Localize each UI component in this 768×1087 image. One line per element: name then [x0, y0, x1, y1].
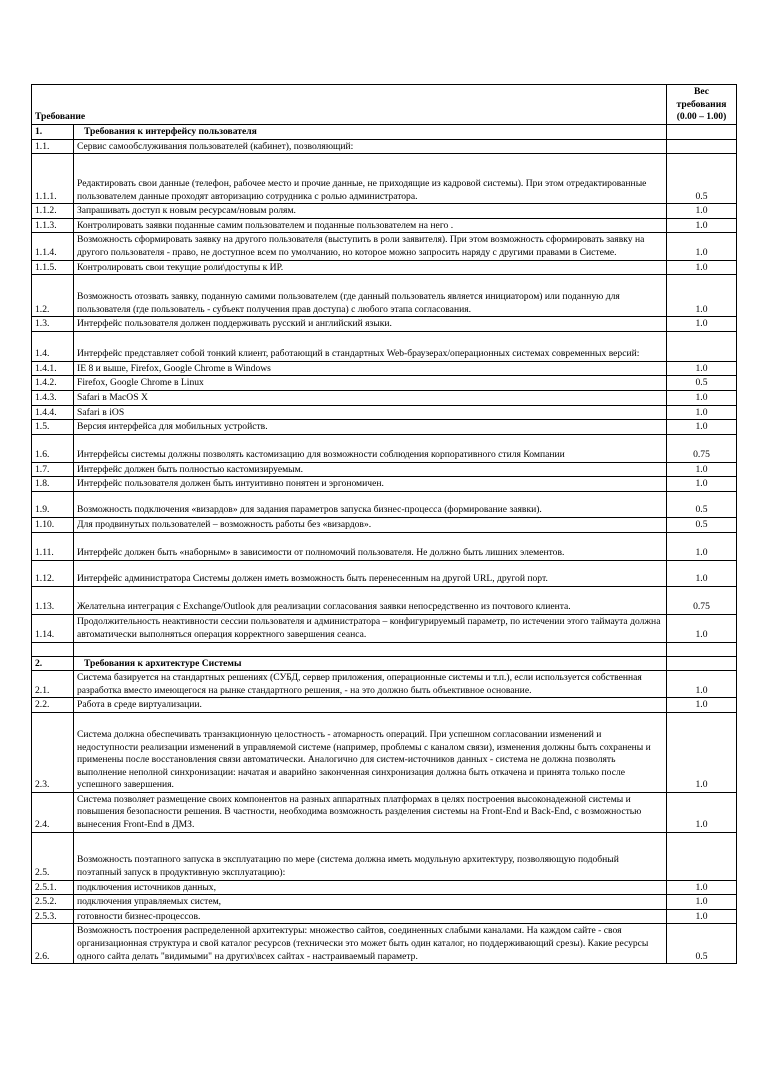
- requirements-table: [31, 84, 737, 964]
- requirement-weight: 1.0: [667, 405, 737, 420]
- requirement-number: 1.1.1.: [32, 154, 74, 204]
- requirement-text: Интерфейс администратора Системы должен иметь возможность быть перенесенным на другой URL, другой порт.: [74, 560, 667, 586]
- table-row: [32, 532, 737, 560]
- requirement-text: Контролировать заявки поданные самим пользователем и поданные пользователем на него .: [74, 218, 667, 233]
- requirement-text: [74, 642, 667, 656]
- requirement-weight: 1.0: [667, 218, 737, 233]
- table-header-row: [32, 85, 737, 125]
- requirement-weight: [667, 832, 737, 880]
- requirement-weight: 1.0: [667, 880, 737, 895]
- requirement-text: Интерфейс должен быть «наборным» в зависимости от полномочий пользователя. Не должно быть лишних элементов.: [74, 532, 667, 560]
- table-row: [32, 880, 737, 895]
- requirement-weight: [667, 125, 737, 140]
- table-row: [32, 218, 737, 233]
- requirement-number: 1.1.: [32, 139, 74, 154]
- requirement-number: 2.2.: [32, 698, 74, 713]
- table-row: [32, 233, 737, 260]
- requirement-weight: [667, 656, 737, 671]
- requirement-weight: 1.0: [667, 614, 737, 642]
- requirement-weight: 1.0: [667, 361, 737, 376]
- weight-column-header: Вес требования (0.00 – 1.00): [667, 85, 737, 125]
- requirement-text: Требования к интерфейсу пользователя: [74, 125, 667, 140]
- requirement-number: 1.1.3.: [32, 218, 74, 233]
- requirement-text: Интерфейс должен быть полностью кастомизируемым.: [74, 462, 667, 477]
- requirement-weight: 0.75: [667, 434, 737, 462]
- requirement-weight: 0.5: [667, 924, 737, 964]
- table-row: [32, 376, 737, 391]
- table-row: [32, 895, 737, 910]
- requirement-weight: 1.0: [667, 560, 737, 586]
- table-row: [32, 614, 737, 642]
- requirement-weight: 1.0: [667, 233, 737, 260]
- requirement-number: 1.12.: [32, 560, 74, 586]
- requirement-number: 2.1.: [32, 671, 74, 698]
- table-row: [32, 361, 737, 376]
- requirement-weight: 1.0: [667, 317, 737, 332]
- table-row: [32, 275, 737, 317]
- requirement-text: Работа в среде виртуализации.: [74, 698, 667, 713]
- requirement-number: 1.13.: [32, 586, 74, 614]
- requirement-number: 2.5.3.: [32, 909, 74, 924]
- requirement-number: 2.5.1.: [32, 880, 74, 895]
- requirement-text: Возможность подключения «визардов» для задания параметров запуска бизнес-процесса (формирование заявки).: [74, 491, 667, 517]
- spacer-row: [32, 642, 737, 656]
- requirement-text: Продолжительность неактивности сессии пользователя и администратора – конфигурируемый параметр, по истечении этого таймаута должна автоматически выполняться операция корректного завершения сеанса.: [74, 614, 667, 642]
- requirement-number: 1.1.5.: [32, 260, 74, 275]
- table-row: [32, 586, 737, 614]
- table-row: [32, 331, 737, 361]
- requirement-number: 2.4.: [32, 792, 74, 832]
- requirement-number: 1.7.: [32, 462, 74, 477]
- section-row: [32, 656, 737, 671]
- requirement-number: 1.5.: [32, 420, 74, 435]
- table-row: [32, 560, 737, 586]
- requirement-text: Firefox, Google Chrome в Linux: [74, 376, 667, 391]
- requirement-weight: 0.5: [667, 376, 737, 391]
- requirement-text: Интерфейс пользователя должен поддерживать русский и английский языки.: [74, 317, 667, 332]
- requirement-weight: 0.75: [667, 586, 737, 614]
- requirement-weight: 0.5: [667, 517, 737, 532]
- requirement-text: подключения управляемых систем,: [74, 895, 667, 910]
- table-row: [32, 924, 737, 964]
- table-row: [32, 139, 737, 154]
- requirement-weight: 1.0: [667, 792, 737, 832]
- requirement-text: Safari в iOS: [74, 405, 667, 420]
- table-row: [32, 671, 737, 698]
- requirement-text: готовности бизнес-процессов.: [74, 909, 667, 924]
- table-row: [32, 260, 737, 275]
- requirement-number: 2.6.: [32, 924, 74, 964]
- requirement-text: Возможность поэтапного запуска в эксплуатацию по мере (система должна иметь модульную архитектуру, позволяющую подобный поэтапный запуск в продуктивную эксплуатацию):: [74, 832, 667, 880]
- requirement-text: Возможность построения распределенной архитектуры: множество сайтов, соединенных слабыми каналами. На каждом сайте - своя организационная структура и свой каталог ресурсов (технически это может быть один каталог, но поддерживающий срезы). Какие ресурсы одного сайта делать "видимыми" на других\всех сайтах - настраиваемый параметр.: [74, 924, 667, 964]
- table-row: [32, 462, 737, 477]
- requirement-text: Запрашивать доступ к новым ресурсам/новым ролям.: [74, 204, 667, 219]
- requirement-text: Контролировать свои текущие роли\доступы к ИР.: [74, 260, 667, 275]
- requirement-text: Редактировать свои данные (телефон, рабочее место и прочие данные, не приходящие из кадровой системы). При этом отредактированные пользователем данные проходят авторизацию сотрудника с ролью администратора.: [74, 154, 667, 204]
- requirement-number: 1.: [32, 125, 74, 140]
- requirement-number: 1.6.: [32, 434, 74, 462]
- requirement-weight: [667, 642, 737, 656]
- requirement-number: 1.9.: [32, 491, 74, 517]
- table-row: [32, 204, 737, 219]
- requirement-text: Версия интерфейса для мобильных устройств.: [74, 420, 667, 435]
- requirement-weight: 1.0: [667, 532, 737, 560]
- requirement-number: 1.4.1.: [32, 361, 74, 376]
- requirement-text: Интерфейс пользователя должен быть интуитивно понятен и эргономичен.: [74, 477, 667, 492]
- requirement-number: 1.14.: [32, 614, 74, 642]
- table-row: [32, 405, 737, 420]
- requirement-number: 2.5.2.: [32, 895, 74, 910]
- requirement-text: Система должна обеспечивать транзакционную целостность - атомарность операций. При успешном согласовании изменений и недоступности реализации изменений в управляемой системе (например, проблемы с каналом связи), изменения должны быть сохранены и применены после восстановления связи автоматически. Аналогично для систем-источников данных - система не должна позволять выполнение неполной синхронизации: начатая и аварийно законченная синхронизация должна быть откачена и принята только после успешного завершения.: [74, 712, 667, 792]
- table-row: [32, 909, 737, 924]
- requirement-weight: 1.0: [667, 204, 737, 219]
- requirement-number: 1.1.2.: [32, 204, 74, 219]
- table-row: [32, 491, 737, 517]
- requirement-text: Для продвинутых пользователей – возможность работы без «визардов».: [74, 517, 667, 532]
- table-row: [32, 420, 737, 435]
- requirement-text: подключения источников данных,: [74, 880, 667, 895]
- section-row: [32, 125, 737, 140]
- requirement-weight: 1.0: [667, 909, 737, 924]
- requirement-text: Возможность сформировать заявку на другого пользователя (выступить в роли заявителя). При этом возможность сформировать заявку на другого пользователя - право, не доступное всем по умолчанию, но которое можно запросить наряду с другими правами в Системе.: [74, 233, 667, 260]
- requirement-number: [32, 642, 74, 656]
- requirement-number: 1.4.3.: [32, 390, 74, 405]
- requirement-number: 1.8.: [32, 477, 74, 492]
- requirement-column-header: Требование: [32, 85, 667, 125]
- requirement-weight: 1.0: [667, 895, 737, 910]
- requirement-text: Сервис самообслуживания пользователей (кабинет), позволяющий:: [74, 139, 667, 154]
- requirement-number: 1.1.4.: [32, 233, 74, 260]
- requirement-number: 1.10.: [32, 517, 74, 532]
- requirement-text: Интерфейс представляет собой тонкий клиент, работающий в стандартных Web-браузерах/операционных системах современных версий:: [74, 331, 667, 361]
- requirement-number: 1.4.: [32, 331, 74, 361]
- requirement-number: 1.4.2.: [32, 376, 74, 391]
- requirement-weight: 1.0: [667, 260, 737, 275]
- table-row: [32, 390, 737, 405]
- requirement-text: Возможность отозвать заявку, поданную самими пользователем (где данный пользователь является инициатором) или поданную для пользователя (где пользователь - субъект получения прав доступа) с любого этапа согласования.: [74, 275, 667, 317]
- requirement-weight: 1.0: [667, 712, 737, 792]
- requirement-weight: 1.0: [667, 420, 737, 435]
- requirement-text: Система позволяет размещение своих компонентов на разных аппаратных платформах в целях построения высоконадежной системы и повышения безопасности решения. В частности, необходима возможность разделения системы на Front-End и Back-End, с возможностью вынесения Front-End в ДМЗ.: [74, 792, 667, 832]
- table-row: [32, 698, 737, 713]
- table-row: [32, 517, 737, 532]
- requirement-weight: 1.0: [667, 275, 737, 317]
- requirement-weight: [667, 139, 737, 154]
- requirement-text: Safari в MacOS X: [74, 390, 667, 405]
- table-row: [32, 477, 737, 492]
- table-row: [32, 317, 737, 332]
- requirement-weight: [667, 331, 737, 361]
- requirement-text: Желательна интеграция с Exchange/Outlook для реализации согласования заявки непосредственно из почтового клиента.: [74, 586, 667, 614]
- requirements-document: [31, 84, 736, 964]
- requirement-weight: 0.5: [667, 154, 737, 204]
- requirement-number: 2.: [32, 656, 74, 671]
- requirement-text: Требования к архитектуре Системы: [74, 656, 667, 671]
- requirement-weight: 1.0: [667, 462, 737, 477]
- requirement-number: 1.3.: [32, 317, 74, 332]
- requirement-number: 2.3.: [32, 712, 74, 792]
- requirement-text: Система базируется на стандартных решениях (СУБД, сервер приложения, операционные системы и т.п.), если используется собственная разработка вместо имеющегося на рынке стандартного решения, - на это должно быть объективное основание.: [74, 671, 667, 698]
- requirement-weight: 1.0: [667, 671, 737, 698]
- requirement-number: 1.2.: [32, 275, 74, 317]
- requirement-number: 1.11.: [32, 532, 74, 560]
- requirement-weight: 1.0: [667, 477, 737, 492]
- table-row: [32, 154, 737, 204]
- requirement-text: IE 8 и выше, Firefox, Google Chrome в Windows: [74, 361, 667, 376]
- requirement-number: 1.4.4.: [32, 405, 74, 420]
- table-row: [32, 434, 737, 462]
- table-row: [32, 792, 737, 832]
- requirement-weight: 1.0: [667, 390, 737, 405]
- requirement-weight: 0.5: [667, 491, 737, 517]
- table-row: [32, 712, 737, 792]
- requirement-number: 2.5.: [32, 832, 74, 880]
- table-row: [32, 832, 737, 880]
- requirement-weight: 1.0: [667, 698, 737, 713]
- requirement-text: Интерфейсы системы должны позволять кастомизацию для возможности соблюдения корпоративного стиля Компании: [74, 434, 667, 462]
